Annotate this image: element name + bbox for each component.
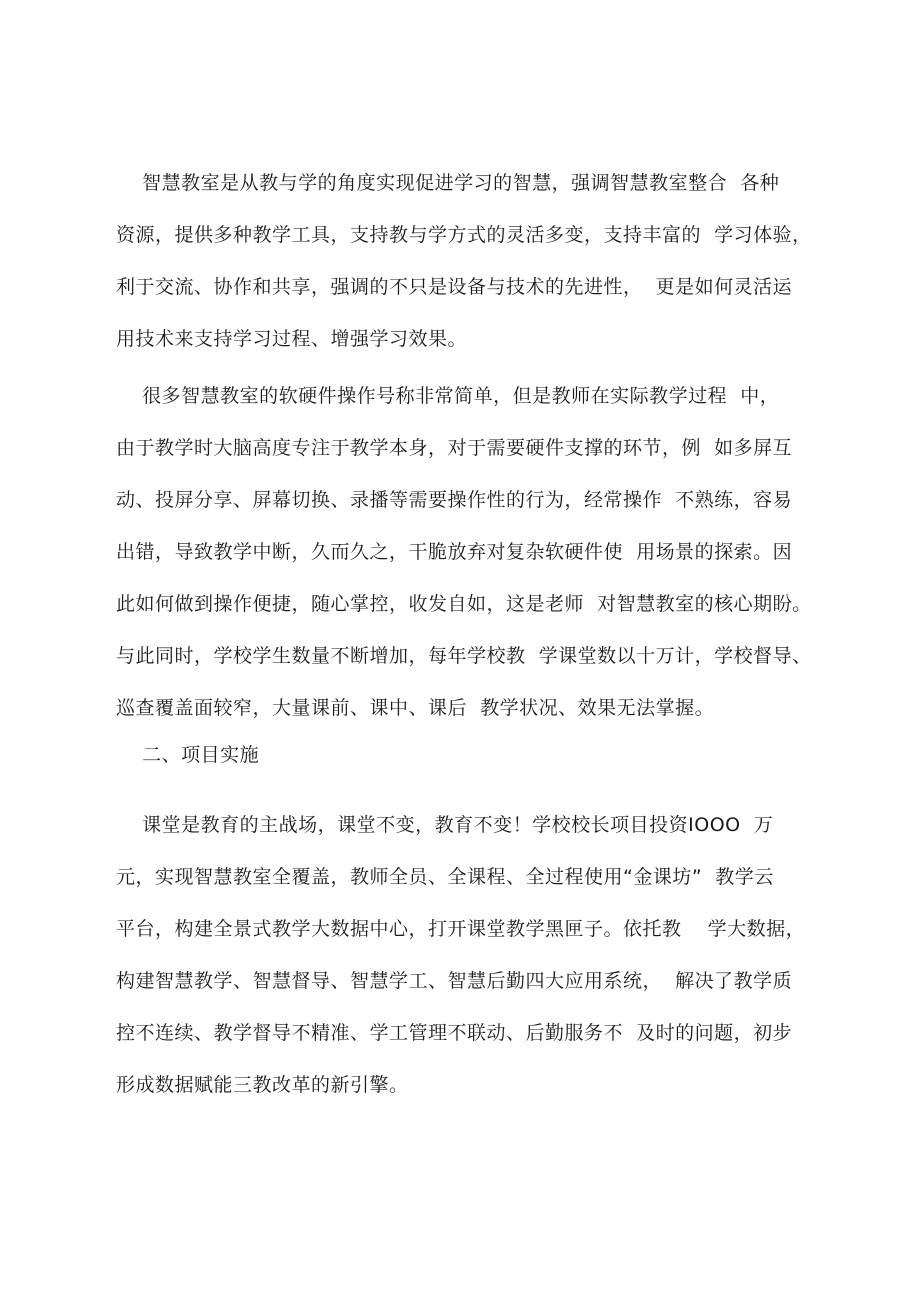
text-line: 智慧教室是从教与学的角度实现促进学习的智慧，强调智慧教室整合 各种	[116, 172, 780, 194]
text-line: 与此同时，学校学生数量不断增加，每年学校教 学课堂数以十万计，学校督导、	[116, 645, 812, 667]
section-heading-text: 二、项目实施	[116, 744, 260, 766]
text-line: 构建智慧教学、智慧督导、智慧学工、智慧后勤四大应用系统， 解决了教学质	[116, 970, 793, 992]
text-line: 出错，导致教学中断，久而久之，干脆放弃对复杂软硬件使 用场景的探索。因	[116, 541, 793, 563]
text-line: 形成数据赋能三教改革的新引擎。	[116, 1074, 409, 1096]
section-heading	[116, 729, 816, 781]
paragraph-operation-difficulty	[116, 370, 816, 734]
text-line: 巡查覆盖面较窄，大量课前、课中、课后 教学状况、效果无法掌握。	[116, 697, 715, 719]
paragraph-project-implementation	[116, 799, 816, 1111]
text-line: 资源，提供多种教学工具，支持教与学方式的灵活多变，支持丰富的 学习体验，	[116, 224, 812, 246]
text-line: 很多智慧教室的软硬件操作号称非常简单，但是教师在实际教学过程 中，	[116, 385, 780, 407]
text-line: 元，实现智慧教室全覆盖，教师全员、全课程、全过程使用“金课坊” 教学云	[116, 866, 774, 888]
paragraph-smart-classroom-intro	[116, 157, 816, 365]
text-line: 课堂是教育的主战场，课堂不变，教育不变！学校校长项目投资IOOO 万	[116, 814, 774, 836]
text-line: 动、投屏分享、屏幕切换、录播等需要操作性的行为，经常操作 不熟练，容易	[116, 489, 793, 511]
text-line: 用技术来支持学习过程、增强学习效果。	[116, 328, 468, 350]
text-line: 由于教学时大脑高度专注于教学本身，对于需要硬件支撑的环节，例 如多屏互	[116, 437, 793, 459]
text-line: 控不连续、教学督导不精准、学工管理不联动、后勤服务不 及时的问题，初步	[116, 1022, 793, 1044]
text-line: 平台，构建全景式教学大数据中心，打开课堂教学黑匣子。依托教 学大数据，	[116, 918, 806, 940]
text-line: 利于交流、协作和共享，强调的不只是设备与技术的先进性， 更是如何灵活运	[116, 276, 793, 298]
text-line: 此如何做到操作便捷，随心掌控，收发自如，这是老师 对智慧教室的核心期盼。	[116, 593, 812, 615]
